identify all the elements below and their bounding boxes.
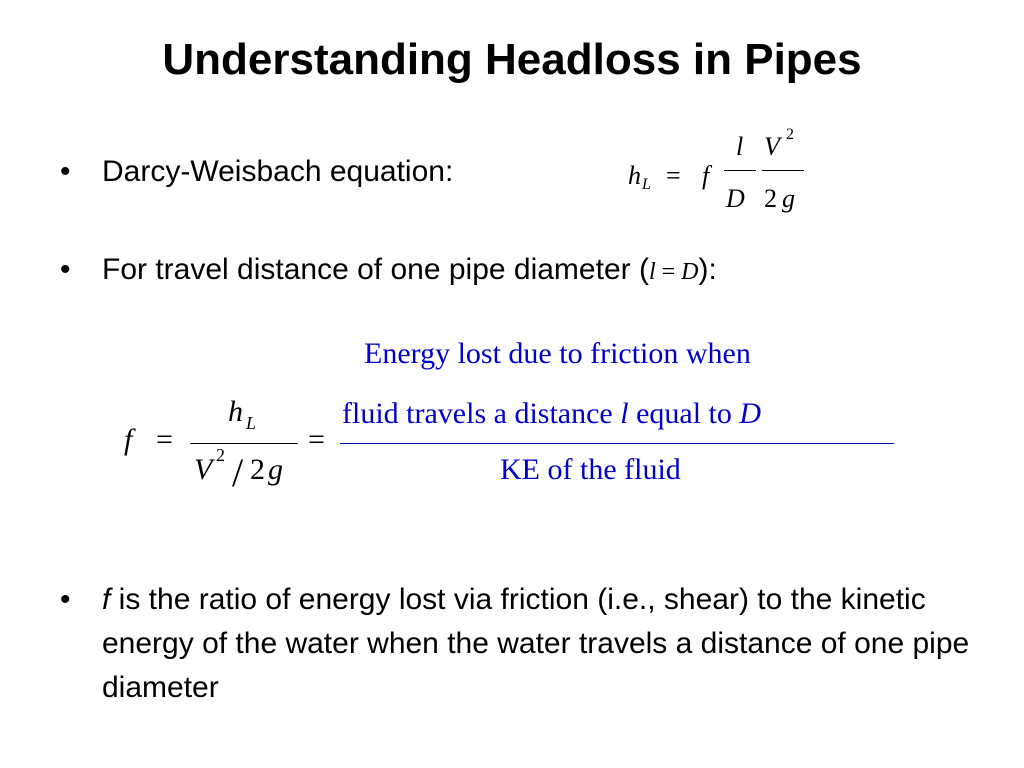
ff-h-subscript: L: [246, 413, 257, 433]
ff-num-D: D: [739, 397, 762, 430]
bullet-symbol: •: [60, 253, 71, 286]
ff-equals-2: =: [308, 423, 325, 456]
ff-f: f: [124, 423, 133, 456]
eq-V: V: [764, 132, 780, 161]
inline-equals: =: [661, 259, 676, 285]
ff-V-exponent: 2: [216, 445, 225, 465]
bullet-text-block: [102, 578, 980, 710]
bullet-travel-distance: [60, 248, 960, 294]
bullet-text-line: [102, 248, 960, 294]
ff-num-text-a: fluid travels a distance: [342, 397, 621, 430]
ff-numerator-line-1: Energy lost due to friction when: [364, 337, 751, 370]
eq-V-exponent: 2: [786, 126, 794, 143]
bullet-text-after: ):: [698, 253, 717, 286]
slide-title: Understanding Headloss in Pipes: [162, 35, 862, 84]
eq-D: D: [726, 184, 745, 213]
ff-num-text-b: equal to: [628, 397, 740, 430]
ff-blue-fraction-bar: [340, 443, 894, 444]
eq-fraction-bar-1: [724, 170, 756, 171]
bullet-text-before: For travel distance of one pipe diameter (: [102, 253, 649, 286]
inline-equation: [649, 259, 699, 285]
friction-factor-equation: [110, 335, 910, 505]
eq-equals: =: [666, 161, 681, 190]
darcy-weisbach-equation: [620, 128, 820, 228]
ff-slash: /: [232, 450, 244, 495]
eq-fraction-bar-2: [762, 170, 804, 171]
ff-equals-1: =: [156, 423, 173, 456]
ff-V: V: [194, 453, 213, 486]
bullet-text: Darcy-Weisbach equation:: [102, 155, 454, 188]
bullet-friction-ratio: [60, 578, 980, 710]
bullet-darcy: [60, 150, 580, 194]
ff-num-l: l: [620, 397, 629, 430]
eq-f: f: [702, 161, 710, 190]
bullet-text: is the ratio of energy lost via friction (i.e., shear) to the kinetic energy of the water when the water travels a distance of one pipe diameter: [102, 583, 970, 704]
ff-numerator-line-2: [342, 397, 761, 431]
ff-g: g: [268, 453, 283, 486]
eq-h-subscript: L: [642, 176, 651, 193]
inline-l: l: [648, 259, 656, 285]
ff-two: 2: [250, 453, 265, 486]
eq-l: l: [736, 132, 744, 161]
ff-h: h: [228, 395, 243, 428]
eq-h: h: [628, 161, 641, 190]
bullet-symbol: •: [60, 155, 71, 188]
inline-D: D: [681, 259, 699, 285]
eq-g: g: [782, 184, 795, 213]
bullet-symbol: •: [60, 583, 71, 616]
ff-fraction-bar: [190, 443, 298, 444]
bullet-f: f: [102, 583, 111, 616]
ff-denominator: KE of the fluid: [500, 453, 681, 486]
eq-two: 2: [764, 184, 777, 213]
